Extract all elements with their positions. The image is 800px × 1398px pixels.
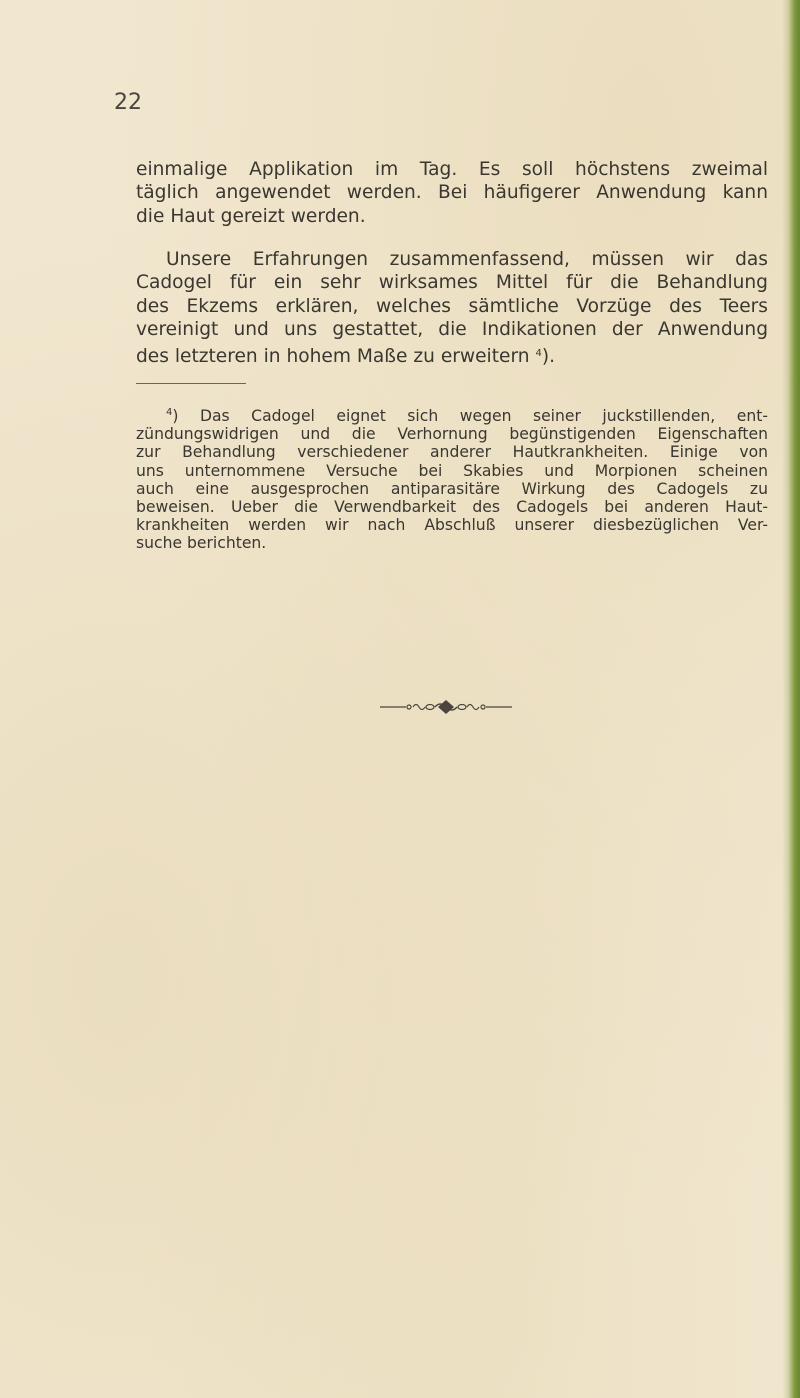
- footnote-mark: 4: [166, 407, 173, 418]
- end-punctuation: ).: [541, 345, 556, 367]
- text-line: täglich angewendet werden. Bei häufigerer Anwendung kann: [136, 182, 768, 204]
- paragraph-summary: [136, 248, 768, 368]
- footnote-line: suche berichten.: [136, 534, 267, 553]
- footnote-mark-suffix: ): [172, 407, 179, 425]
- footnote-reference: 4: [535, 347, 542, 359]
- text-line: Cadogel für ein sehr wirksames Mittel für die Behandlung: [136, 272, 768, 294]
- footnote-line: beweisen. Ueber die Verwendbarkeit des Cadogels bei anderen Haut-: [136, 498, 768, 517]
- page-edge-shadow: [782, 0, 800, 1398]
- text-line-content: des letzteren in hohem Maße zu erweitern: [136, 345, 530, 367]
- page-number: 22: [114, 90, 142, 115]
- footnote-line: zur Behandlung verschiedener anderer Hautkrankheiten. Einige von: [136, 443, 768, 462]
- footnote-line-content: Das Cadogel eignet sich wegen seiner juckstillenden, ent-: [199, 407, 768, 425]
- footnote-line: auch eine ausgesprochen antiparasitäre Wirkung des Cadogels zu: [136, 479, 768, 498]
- text-line: des Ekzems erklären, welches sämtliche Vorzüge des Teers: [136, 295, 768, 317]
- text-line: einmalige Applikation im Tag. Es soll höchstens zweimal: [136, 159, 768, 180]
- footnote: [136, 404, 768, 553]
- text-line: Unsere Erfahrungen zusammenfassend, müssen wir das: [166, 249, 768, 270]
- footnote-line: [136, 404, 768, 425]
- footnote-line: krankheiten werden wir nach Abschluß unserer diesbezüglichen Ver-: [136, 516, 768, 535]
- paragraph-continuation: [136, 158, 768, 228]
- text-line: vereinigt und uns gestattet, die Indikationen der Anwendung: [136, 319, 768, 341]
- footnote-line: uns unternommene Versuche bei Skabies und Morpionen scheinen: [136, 461, 768, 480]
- text-line: die Haut gereizt werden.: [136, 205, 366, 227]
- ornament-divider-icon: [380, 699, 512, 715]
- footnote-separator: [136, 383, 246, 384]
- text-line-last: [136, 342, 768, 368]
- footnote-line: zündungswidrigen und die Verhornung begünstigenden Eigenschaften: [136, 425, 768, 444]
